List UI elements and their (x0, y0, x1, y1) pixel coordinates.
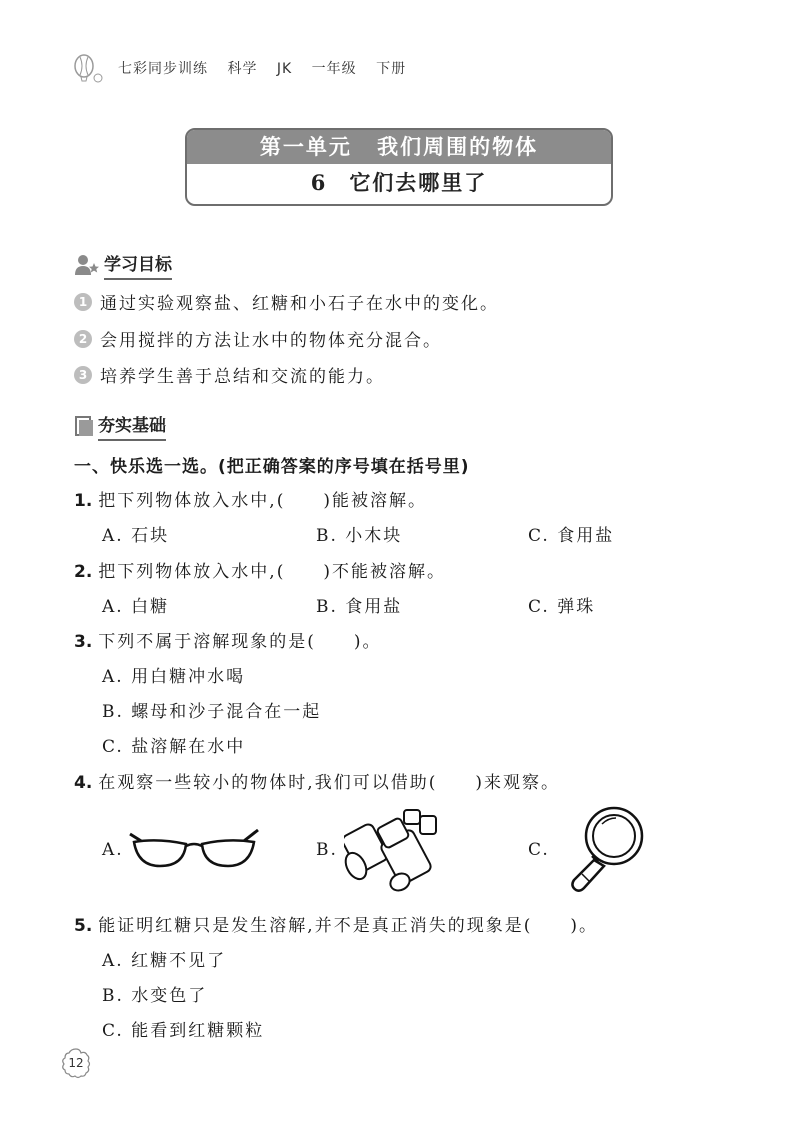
question-text: 把下列物体放入水中,( )能被溶解。 (98, 491, 427, 511)
header-series: 七彩同步训练 (118, 61, 208, 77)
header-grade: 一年级 (311, 61, 357, 77)
lesson-title-box (185, 128, 613, 206)
option-c: C. 食用盐 (528, 526, 615, 546)
option-c: C. (528, 840, 550, 860)
goal-text: 培养学生善于总结和交流的能力。 (100, 367, 385, 387)
balloon-logo-icon (70, 54, 106, 84)
unit-label: 第一单元 (259, 134, 352, 159)
basics-section-header (74, 411, 166, 441)
magnifying-glass-icon (564, 804, 646, 894)
goal-number: 3 (74, 366, 92, 384)
student-star-icon (74, 254, 100, 276)
option-b: B. (316, 840, 338, 860)
question-number: 1. (74, 491, 93, 511)
question-number: 2. (74, 562, 93, 582)
option-c: C. 弹珠 (528, 597, 596, 617)
question-1 (74, 486, 427, 511)
option-b: B. 螺母和沙子混合在一起 (102, 702, 322, 722)
header-volume: 下册 (376, 61, 407, 77)
goals-section-label: 学习目标 (104, 250, 172, 280)
running-header (118, 58, 420, 78)
goal-text: 通过实验观察盐、红糖和小石子在水中的变化。 (100, 294, 499, 314)
question-2 (74, 557, 446, 582)
lesson-title (187, 164, 611, 202)
option-a: A. 红糖不见了 (102, 951, 227, 971)
question-text: 能证明红糖只是发生溶解,并不是真正消失的现象是( )。 (98, 916, 598, 936)
question-number: 4. (74, 773, 93, 793)
question-4 (74, 768, 560, 793)
goal-item (74, 362, 385, 387)
question-number: 5. (74, 916, 93, 936)
unit-name: 我们周围的物体 (377, 134, 539, 159)
question-5 (74, 911, 598, 936)
header-edition: JK (276, 61, 293, 77)
question-number: 3. (74, 632, 93, 652)
option-c: C. 能看到红糖颗粒 (102, 1021, 265, 1041)
option-a: A. 白糖 (102, 597, 170, 617)
goals-section-header (74, 250, 172, 280)
goal-item (74, 289, 499, 314)
goal-number: 2 (74, 330, 92, 348)
header-subject: 科学 (227, 61, 258, 77)
goal-text: 会用搅拌的方法让水中的物体充分混合。 (100, 331, 442, 351)
option-c: C. 盐溶解在水中 (102, 737, 246, 757)
question-text: 下列不属于溶解现象的是( )。 (98, 632, 382, 652)
eyeglasses-icon (128, 826, 260, 872)
question-3 (74, 627, 382, 652)
option-a: A. (102, 840, 124, 860)
lesson-number: 6 (310, 170, 328, 195)
binoculars-icon (344, 806, 444, 892)
basics-section-label: 夯实基础 (98, 411, 166, 441)
goal-item (74, 326, 442, 351)
notebook-icon (74, 415, 94, 437)
lesson-name: 它们去哪里了 (349, 170, 488, 195)
unit-title-band (187, 130, 611, 164)
option-b: B. 水变色了 (102, 986, 208, 1006)
goal-number: 1 (74, 293, 92, 311)
question-text: 把下列物体放入水中,( )不能被溶解。 (98, 562, 446, 582)
option-b: B. 食用盐 (316, 597, 403, 617)
option-b: B. 小木块 (316, 526, 403, 546)
option-a: A. 用白糖冲水喝 (102, 667, 246, 687)
part1-title: 一、快乐选一选。(把正确答案的序号填在括号里) (74, 457, 470, 477)
page-number: 12 (68, 1056, 84, 1070)
option-a: A. 石块 (102, 526, 170, 546)
question-text: 在观察一些较小的物体时,我们可以借助( )来观察。 (98, 773, 560, 793)
